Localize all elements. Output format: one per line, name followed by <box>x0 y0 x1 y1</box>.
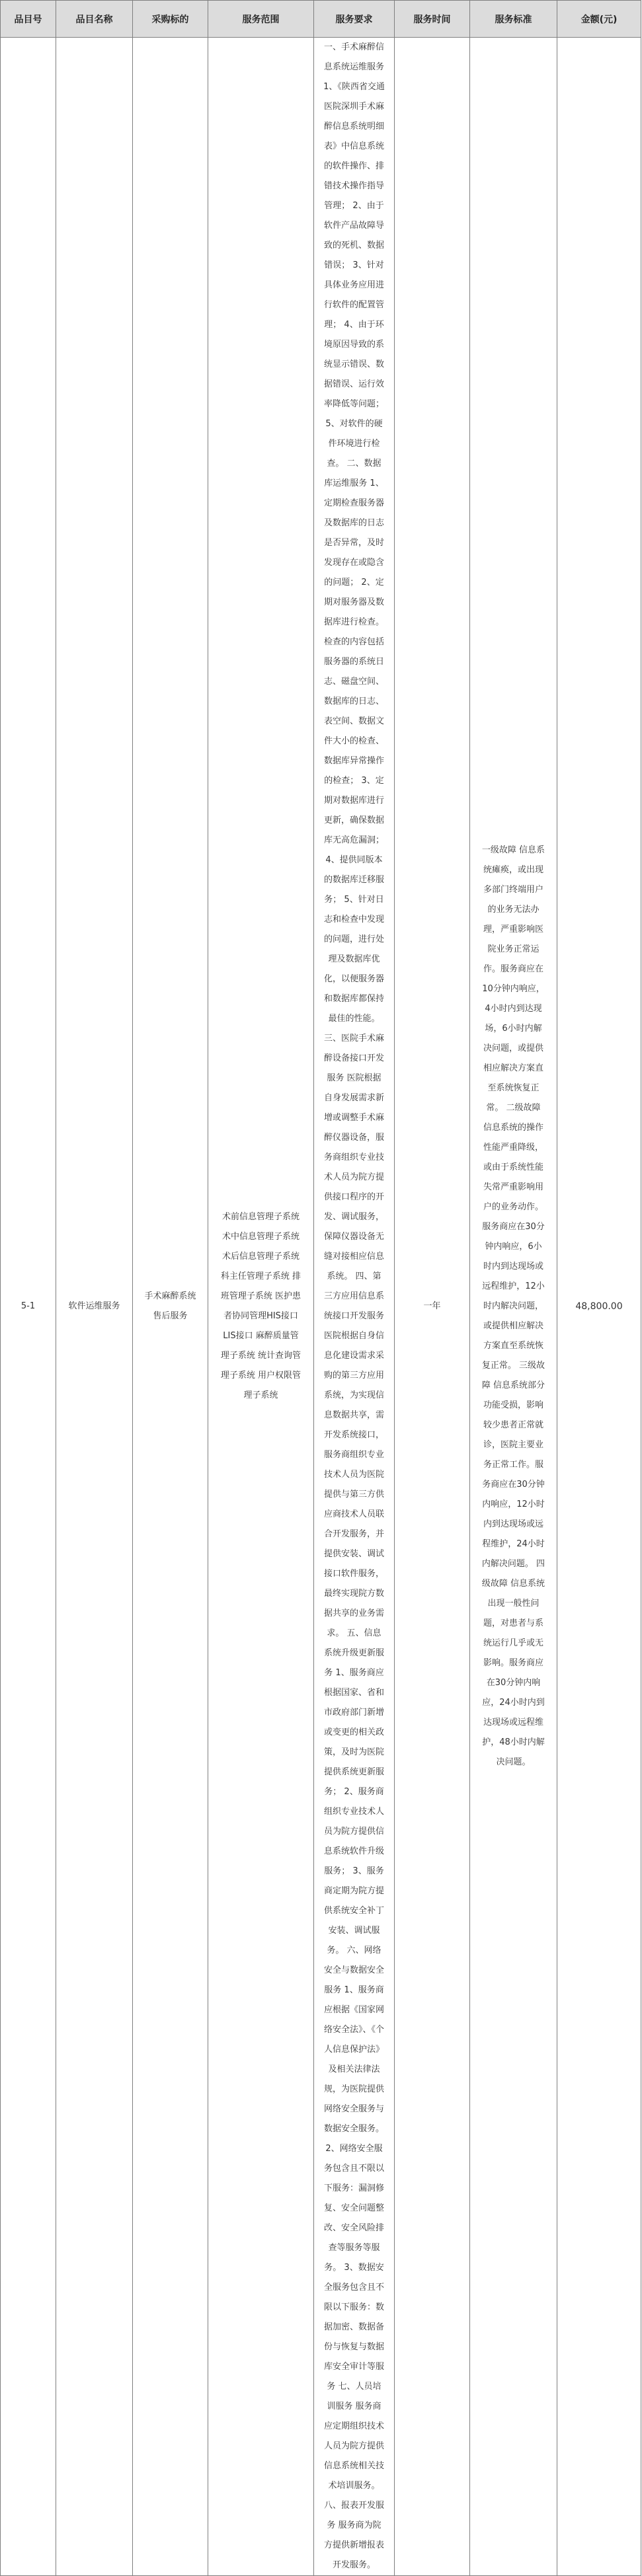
cell-item-no <box>1 38 56 2576</box>
service-requirements-text: 一、手术麻醉信息系统运维服务 1、《陕西省交通医院深圳手术麻醉信息系统明细表》中信息系统的软件操作、排错技术操作指导管理； 2、由于软件产品故障导致的死机、数据错误； 3、针对具体业务应用进行软件的配置管理； 4、由于环境原因导致的系统显示错误、数据错误、运行效率降低等问题； 5、对软件的硬件环境进行检查。 二、数据库运维服务 1、定期检查服务器及数据库的日志是否异常，及时发现存在或隐含的问题； 2、定期对服务器及数据库进行检查。检查的内容包括服务器的系统日志、磁盘空间、数据库的日志、表空间、数据文件大小的检查、数据库异常操作的检查； 3、定期对数据库进行更新，确保数据库无高危漏洞； 4、提供同版本的数据库迁移服务； 5、针对日志和检查中发现的问题，进行处理及数据库优化，以便服务器和数据库都保持最佳的性能。 三、医院手术麻醉设备接口开发服务 医院根据自身发展需求新增或调整手术麻醉仪器设备，服务商组织专业技术人员为院方提供接口程序的开发、调试服务，保障仪器设备无缝对接相应信息系统。 四、第三方应用信息系统接口开发服务 医院根据自身信息化建设需求采购的第三方应用系统，为实现信息数据共享，需开发系统接口，服务商组织专业技术人员为医院提供与第三方供应商技术人员联合开发服务，并提供安装、调试接口软件服务，最终实现院方数据共享的业务需求。 五、信息系统升级更新服务 1、服务商应根据国家、省和市政府部门新增或变更的相关政策，及时为医院提供系统更新服务； 2、服务商组织专业技术人员为院方提供信息系统软件升级服务； 3、服务商定期为院方提供系统安全补丁安装、调试服务。 六、网络安全与数据安全服务 1、服务商应根据《国家网络安全法》、《个人信息保护法》及相关法律法规，为医院提供网络安全服务与数据安全服务。 2、网络安全服务包含且不限以下服务：漏洞修复、安全问题整改、安全风险排查等服务等服务。 3、数据安全服务包含且不限以下服务：数据加密、数据备份与恢复与数据库安全审计等服务 七、人员培训服务 服务商应定期组织技术人员为院方提供信息系统相关技术培训服务。 八、报表开发服务 服务商为院方提供新增报表开发服务。 <box>323 42 385 2570</box>
cell-service-standard <box>470 38 557 2576</box>
item-no-text: 5-1 <box>20 1301 36 1311</box>
header-service-standard: 服务标准 <box>470 1 557 38</box>
table-row <box>1 38 641 2576</box>
service-standard-text: 一级故障 信息系统瘫痪，或出现多部门终端用户的业务无法办理，严重影响医院业务正常运作。服务商应在10分钟内响应，4小时内到达现场，6小时内解决问题，或提供相应解决方案直至系统恢复正常。 二级故障 信息系统的操作性能严重降级，或由于系统性能失常严重影响用户的业务动作。服务商应在30分钟内响应，6小时内到达现场或远程维护，12小时内解决问题，或提供相应解决方案直至系统恢复正常。 三级故障 信息系统部分功能受损，影响较少患者正常就诊，医院主要业务正常工作。服务商应在30分钟内响应，12小时内到达现场或远程维护，24小时内解决问题。 四级故障 信息系统出现一般性问题，对患者与系统运行几乎或无影响。服务商应在30分钟内响应，24小时内到达现场或远程维护，48小时内解决问题。 <box>481 845 545 1767</box>
header-item-no: 品目号 <box>1 1 56 38</box>
header-purchase-target: 采购标的 <box>133 1 208 38</box>
cell-amount <box>557 38 641 2576</box>
purchase-target-text: 手术麻醉系统售后服务 <box>144 1291 196 1321</box>
cell-item-name <box>56 38 133 2576</box>
cell-service-scope <box>208 38 314 2576</box>
service-time-text: 一年 <box>423 1301 441 1311</box>
amount-text: 48,800.00 <box>575 1301 623 1312</box>
header-item-name: 品目名称 <box>56 1 133 38</box>
header-service-scope: 服务范围 <box>208 1 314 38</box>
cell-service-requirements <box>314 38 395 2576</box>
service-scope-text: 术前信息管理子系统 术中信息管理子系统 术后信息管理子系统 科主任管理子系统 排班管理子系统 医护患者协同管理HIS接口 LIS接口 麻醉质量管理子系统 统计查询管理子系统 用户权限管理子系统 <box>220 1212 301 1400</box>
item-name-text: 软件运维服务 <box>68 1301 120 1311</box>
header-amount: 金额(元) <box>557 1 641 38</box>
table-body <box>1 38 641 2576</box>
cell-purchase-target <box>133 38 208 2576</box>
header-service-time: 服务时间 <box>395 1 470 38</box>
table-header <box>1 1 641 38</box>
header-service-requirements: 服务要求 <box>314 1 395 38</box>
cell-service-time <box>395 38 470 2576</box>
header-row <box>1 1 641 38</box>
